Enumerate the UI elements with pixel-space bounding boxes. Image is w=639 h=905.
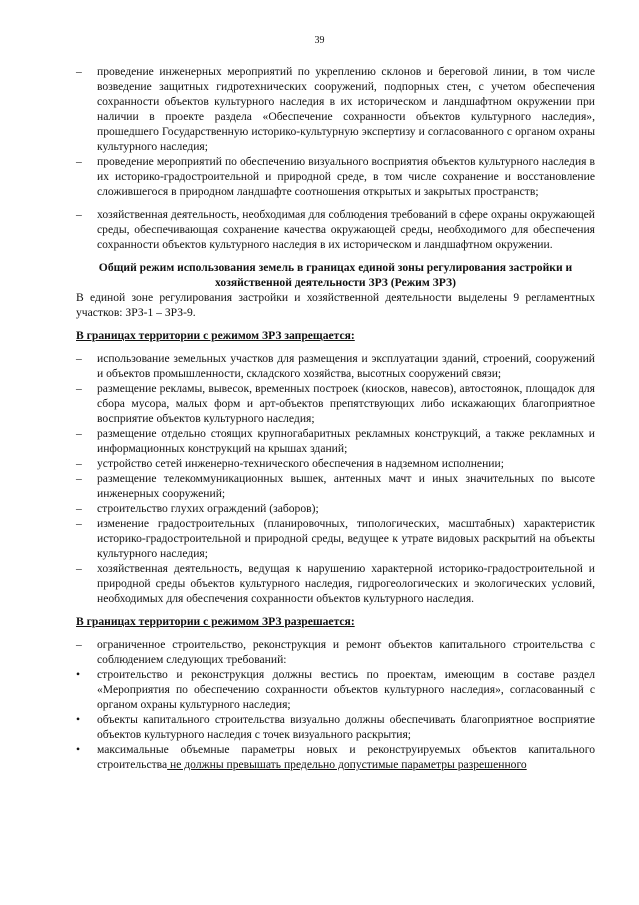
list-item [76,381,595,426]
dash-marker: – [76,472,82,485]
dash-marker: – [76,427,82,440]
list-item-text: изменение градостроительных (планировочных, типологических, масштабных) характеристик историко-градостроительной и природной среды, ведущее к утрате видовых раскрытий на объекты культурного наследия; [97,517,595,560]
allowed-subheading: В границах территории с режимом ЗРЗ разрешается: [76,615,355,628]
bullet-item-text: объекты капитального строительства визуально должны обеспечивать благоприятное восприятие объектов культурного наследия с точек визуального раскрытия; [97,713,595,741]
list-item-text: размещение телекоммуникационных вышек, антенных мачт и иных значительных по высоте инженерных сооружений; [97,472,595,500]
list-item [76,207,595,252]
list-item [76,471,595,501]
section-heading: Общий режим использования земель в границах единой зоны регулирования застройки и хозяйственной деятельности ЗРЗ (Режим ЗРЗ) [98,261,573,289]
list-item-text: проведение мероприятий по обеспечению визуального восприятия объектов культурного наследия в их историко-градостроительной и природной среде, в том числе сохранение и восстановление сложившегося в природном ландшафте соотношения открытых и закрытых пространств; [97,155,595,198]
dash-marker: – [76,517,82,530]
intro-paragraph: В единой зоне регулирования застройки и хозяйственной деятельности выделены 9 регламентных участков: ЗРЗ-1 – ЗРЗ-9. [76,291,595,319]
prohibited-subheading: В границах территории с режимом ЗРЗ запрещается: [76,329,355,342]
page-number: 39 [314,35,325,46]
underlined-text: не должны превышать предельно допустимые параметры разрешенного [167,758,527,771]
list-item [76,501,595,516]
list-item-text: хозяйственная деятельность, необходимая для соблюдения требований в сфере охраны окружающей среды, обеспечивающая сохранение качества окружающей среды, необходимого для обеспечения сохранности объектов культурного наследия в их историческом и ландшафтном окружении. [97,208,595,251]
list-item [76,637,595,667]
bullet-item-text: строительство и реконструкция должны вестись по проектам, имеющим в составе раздел «Мероприятия по обеспечению сохранности объектов культурного наследия», согласованный с органом охраны культурного наследия; [97,668,595,711]
dash-marker: – [76,352,82,365]
bullet-marker: • [76,713,81,726]
list-item [76,64,595,154]
bullet-marker: • [76,743,81,756]
list-item [76,456,595,471]
bullet-marker: • [76,668,81,681]
list-item [76,351,595,381]
dash-marker: – [76,382,82,395]
bullet-item [76,667,595,712]
list-item-text: размещение рекламы, вывесок, временных построек (киосков, навесов), автостоянок, площадок для сбора мусора, малых форм и арт-объектов препятствующих либо искажающих благоприятное восприятие объектов культурного наследия; [97,382,595,425]
page-content [76,64,595,772]
list-item-text: устройство сетей инженерно-технического обеспечения в надземном исполнении; [97,457,504,470]
bullet-item [76,742,595,772]
list-item-text: ограниченное строительство, реконструкция и ремонт объектов капитального строительства с соблюдением следующих требований: [97,638,595,666]
dash-marker: – [76,208,82,221]
list-item [76,426,595,456]
bullet-item-text: максимальные объемные параметры новых и реконструируемых объектов капитального строительства [97,743,595,771]
list-item-text: проведение инженерных мероприятий по укреплению склонов и береговой линии, в том числе возведение защитных гидротехнических сооружений, подпорных стен, с учетом обеспечения сохранности объектов культурного наследия в их историческом и ландшафтном окружении при наличии в проекте раздела «Обеспечение сохранности объектов культурного наследия», прошедшего Государственную историко-культурную экспертизу и согласованного с органом охраны культурного наследия; [97,65,595,153]
dash-marker: – [76,155,82,168]
bullet-item [76,712,595,742]
list-item-text: использование земельных участков для размещения и эксплуатации зданий, строений, сооружений и объектов промышленности, складского хозяйства, высотных сооружений связи; [97,352,595,380]
dash-marker: – [76,65,82,78]
list-item-text: строительство глухих ограждений (заборов); [97,502,319,515]
dash-marker: – [76,457,82,470]
list-item-text: размещение отдельно стоящих крупногабаритных рекламных конструкций, а также рекламных и информационных конструкций на крышах зданий; [97,427,595,455]
list-item [76,154,595,199]
dash-marker: – [76,562,82,575]
list-item [76,561,595,606]
list-item-text: хозяйственная деятельность, ведущая к нарушению характерной историко-градостроительной и природной среды объектов культурного наследия, гидрогеологических и экологических условий, необходимых для обеспечения сохранности объектов культурного наследия. [97,562,595,605]
dash-marker: – [76,638,82,651]
list-item [76,516,595,561]
dash-marker: – [76,502,82,515]
